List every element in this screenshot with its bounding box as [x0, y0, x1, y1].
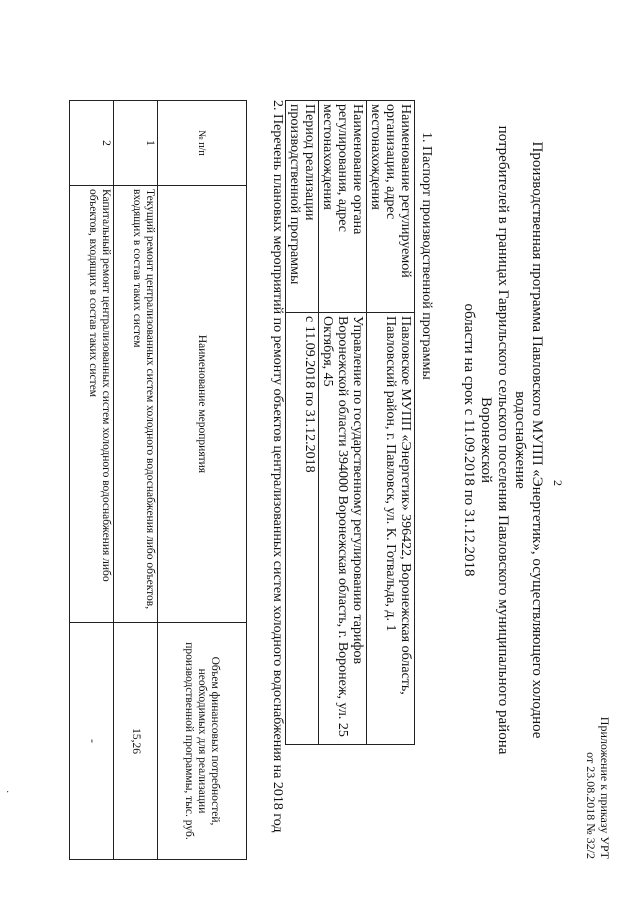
passport-value: с 11.09.2018 по 31.12.2018	[286, 313, 319, 745]
passport-row	[319, 101, 367, 745]
passport-key: Наименование регулируемой организации, адрес местонахождения	[367, 101, 415, 313]
document-title	[460, 110, 545, 770]
table-row	[114, 101, 158, 860]
row-number: 2	[70, 101, 114, 186]
passport-key: Период реализации производственной программы	[286, 101, 319, 313]
scan-dot-mark: ·	[1, 790, 12, 794]
column-header-number: № п/п	[158, 101, 247, 186]
page-number: 2	[551, 480, 565, 486]
passport-key: Наименование органа регулирования, адрес местонахождения	[319, 101, 367, 313]
plan-table	[69, 100, 247, 860]
title-line-1: Производственная программа Павловского МУПП «Энергетик», осуществляющего холодное водоснабжение	[512, 141, 545, 739]
row-amount: -	[70, 623, 114, 860]
appendix-line-2: от 23.08.2018 № 32/2	[584, 752, 598, 859]
title-line-3: области на срок с 11.09.2018 по 31.12.2018	[461, 303, 477, 577]
passport-heading: 1. Паспорт производственной программы	[419, 132, 434, 380]
passport-row	[367, 101, 415, 745]
plan-header-row	[158, 101, 247, 860]
row-name: Текущий ремонт централизованных систем холодного водоснабжения либо объектов, входящих в состав таких систем	[114, 186, 158, 623]
passport-value: Управление по государственному регулированию тарифов Воронежской области 394000 Воронежская область, г. Воронеж, ул. 25 Октября, 45	[319, 313, 367, 745]
passport-table	[285, 100, 415, 745]
column-header-amount: Объем финансовых потребностей, необходимых для реализации производственной программы, тыс. руб.	[158, 623, 247, 860]
table-row	[70, 101, 114, 860]
plan-heading: 2. Перечень плановых мероприятий по ремонту объектов централизованных систем холодного водоснабжения на 2018 год	[270, 100, 285, 833]
appendix-reference	[584, 717, 612, 859]
column-header-name: Наименование мероприятия	[158, 186, 247, 623]
passport-row	[286, 101, 319, 745]
passport-value: Павловское МУПП «Энергетик» 396422, Воронежская область, Павловский район, г. Павловск, ул. К. Готвальда, д. 1	[367, 313, 415, 745]
row-amount: 15,26	[114, 623, 158, 860]
title-line-2: потребителей в границах Гаврильского сельского поселения Павловского муниципального района Воронежской	[478, 125, 511, 755]
row-number: 1	[114, 101, 158, 186]
row-name: Капитальный ремонт централизованных систем холодного водоснабжения либо объектов, входящих в состав таких систем	[70, 186, 114, 623]
appendix-line-1: Приложение к приказу УРТ	[598, 716, 612, 859]
